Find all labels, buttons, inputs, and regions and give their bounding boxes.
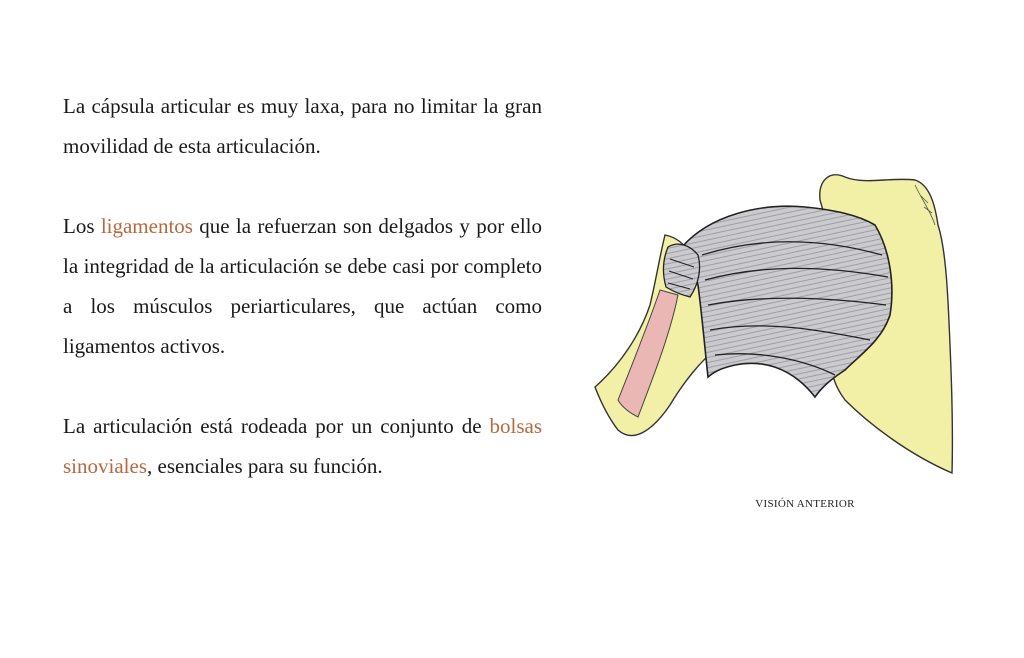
paragraph-bursae [63,406,542,486]
paragraph-ligaments [63,206,542,366]
paragraph-capsule [63,86,542,166]
paragraph-text: La cápsula articular es muy laxa, para no limitar la gran movilidad de esta articulación. [63,94,542,158]
ligamentos-link[interactable]: ligamentos [100,214,193,238]
text-column [63,86,542,486]
bolsas-sinoviales-link[interactable]: bolsas sinoviales [63,414,542,478]
shoulder-capsule-illustration [590,155,960,480]
paragraph-text: que la refuerzan son delgados y por ello la integridad de la articulación se debe casi por completo a los músculos periarticulares, que actúan como ligamentos activos. [63,214,542,358]
paragraph-text: Los [63,214,101,238]
paragraph-text: , esenciales para su función. [147,454,383,478]
tendon-sheath [664,244,700,297]
figure-caption: VISIÓN ANTERIOR [755,498,855,510]
paragraph-text: La articulación está rodeada por un conjunto de [63,414,490,438]
